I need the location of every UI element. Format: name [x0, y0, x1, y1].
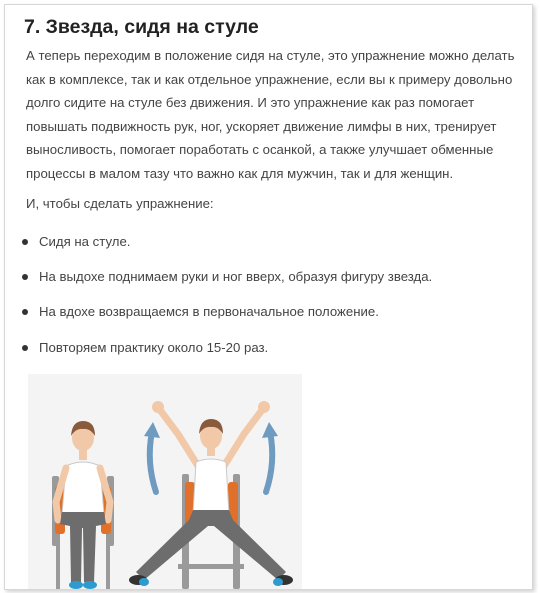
bullet-icon [22, 309, 28, 315]
article-title: 7. Звезда, сидя на стуле [24, 16, 259, 38]
list-item [5, 339, 432, 374]
step-text: Сидя на стуле. [39, 234, 131, 249]
bullet-icon [22, 239, 28, 245]
step-text: На выдохе поднимаем руки и ног вверх, образуя фигуру звезда. [39, 269, 433, 285]
bullet-icon [22, 345, 28, 351]
list-item [5, 233, 432, 268]
list-item [5, 303, 432, 338]
article-card [4, 4, 533, 590]
step-text: Повторяем практику около 15-20 раз. [39, 339, 269, 355]
exercise-illustration [28, 374, 302, 589]
steps-intro: И, чтобы сделать упражнение: [26, 196, 214, 211]
steps-list [5, 233, 432, 374]
article-paragraph: А теперь переходим в положение сидя на стуле, это упражнение можно делать как в комплексе, так и как отдельное упражнение, если вы к примеру довольно долго сидите на стуле без движения. И это упражнение как раз помогает повышать подвижность рук, ног, ускоряет движение лимфы в них, тренирует выносливость, помогает поработать с осанкой, а также улучшает обменные процессы в малом тазу что важно как для мужчин, так и для женщин. [26, 48, 515, 181]
step-text: На вдохе возвращаемся в первоначальное положение. [39, 304, 379, 320]
bullet-icon [22, 274, 28, 280]
list-item [5, 268, 432, 303]
